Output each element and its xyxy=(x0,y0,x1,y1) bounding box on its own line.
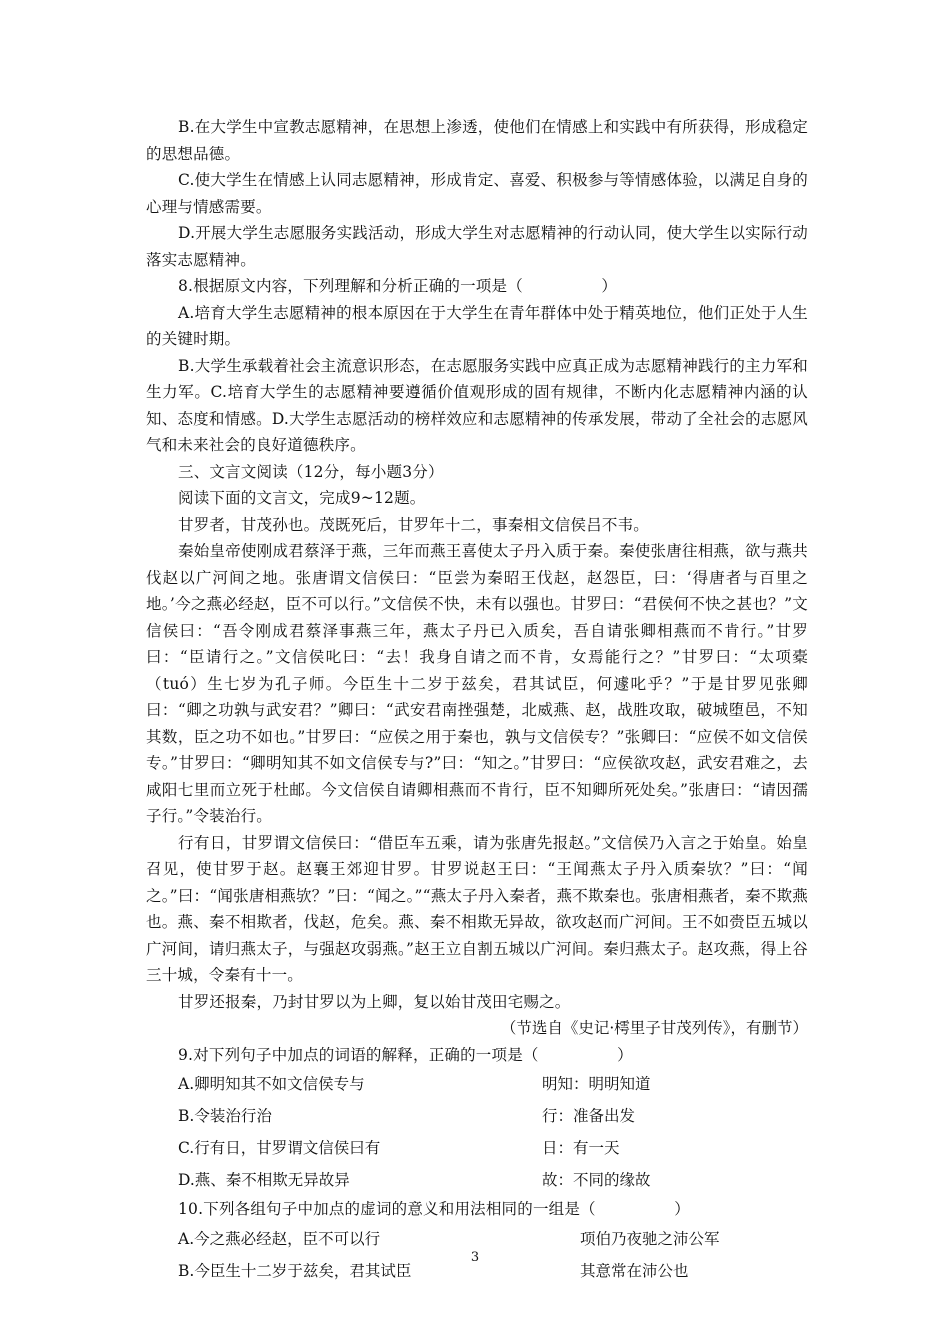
document-body xyxy=(146,114,808,1287)
q9-option-gloss: 故：不同的缘故 xyxy=(542,1171,651,1189)
q9-option-gloss: 日：有一天 xyxy=(542,1139,620,1157)
option-c-text: C.使大学生在情感上认同志愿精神，形成肯定、喜爱、积极参与等情感体验，以满足自身的心理与情感需要。 xyxy=(146,171,808,216)
classical-paragraph-4: 甘罗还报秦，乃封甘罗以为上卿，复以始甘茂田宅赐之。 xyxy=(178,992,571,1011)
q9-option-text: A.卿明知其不如文信侯专与 xyxy=(178,1075,365,1093)
q9-option-row xyxy=(146,1132,808,1164)
section-3-heading: 三、文言文阅读（12分，每小题3分） xyxy=(178,462,444,481)
question-10: 10.下列各组句子中加点的虚词的意义和用法相同的一组是（ ） xyxy=(178,1200,690,1218)
q9-option-row xyxy=(146,1100,808,1132)
source-citation: （节选自《史记·樗里子甘茂列传》，有删节） xyxy=(500,1019,808,1037)
classical-paragraph-3: 行有日，甘罗谓文信侯曰：“借臣车五乘，请为张唐先报赵。”文信侯乃入言之于始皇。始皇召见，使甘罗于赵。赵襄王郊迎甘罗。甘罗说赵王曰：“王闻燕太子丹入质秦欤？”曰：“闻之。”曰：“闻张唐相燕欤？”曰：“闻之。”“燕太子丹入秦者，燕不欺秦也。张唐相燕者，秦不欺燕也。燕、秦不相欺者，伐赵，危矣。燕、秦不相欺无异故，欲攻赵而广河间。王不如赍臣五城以广河间，请归燕太子，与强赵攻弱燕。”赵王立自割五城以广河间。秦归燕太子。赵攻燕，得上谷三十城，令秦有十一。 xyxy=(146,833,808,984)
question-8-options-bcd: B.大学生承载着社会主流意识形态，在志愿服务实践中应真正成为志愿精神践行的主力军和生力军。C.培育大学生的志愿精神要遵循价值观形成的固有规律，不断内化志愿精神内涵的认知、态度和情感。D.大学生志愿活动的榜样效应和志愿精神的传承发展，带动了全社会的志愿风气和未来社会的良好道德秩序。 xyxy=(146,356,808,454)
q9-option-gloss: 行：准备出发 xyxy=(542,1107,636,1125)
page-number: 3 xyxy=(470,1250,480,1265)
q9-option-gloss: 明知：明明知道 xyxy=(542,1075,651,1093)
q9-option-text: B.令装治行治 xyxy=(178,1107,272,1125)
q10-option-compare: 其意常在沛公也 xyxy=(580,1261,689,1280)
classical-paragraph-1: 甘罗者，甘茂孙也。茂既死后，甘罗年十二，事秦相文信侯吕不韦。 xyxy=(178,515,650,534)
q10-option-text: A.今之燕必经赵，臣不可以行 xyxy=(178,1229,381,1248)
classical-paragraph-2: 秦始皇帝使刚成君蔡泽于燕，三年而燕王喜使太子丹入质于秦。秦使张唐往相燕，欲与燕共伐赵以广河间之地。张唐谓文信侯曰：“臣尝为秦昭王伐赵，赵怨臣，曰：‘得唐者与百里之地。’今之燕必经赵，臣不可以行。”文信侯不快，未有以强也。甘罗曰：“君侯何不快之甚也？”文信侯曰：“吾令刚成君蔡泽事燕三年，燕太子丹已入质矣，吾自请张卿相燕而不肯行。”甘罗曰：“臣请行之。”文信侯叱曰：“去！我身自请之而不肯，女焉能行之？”甘罗曰：“太项橐（tuó）生七岁为孔子师。今臣生十二岁于兹矣，君其试臣，何遽叱乎？”于是甘罗见张卿曰：“卿之功孰与武安君？”卿曰：“武安君南挫强楚，北威燕、赵，战胜攻取，破城堕邑，不知其数，臣之功不如也。”甘罗曰：“应侯之用于秦也，孰与文信侯专？”张卿曰：“应侯不如文信侯专。”甘罗曰：“卿明知其不如文信侯专与?”曰：“知之。”甘罗曰：“应侯欲攻赵，武安君难之，去咸阳七里而立死于杜邮。今文信侯自请卿相燕而不肯行，臣不知卿所死处矣。”张唐曰：“请因孺子行。”令装治行。 xyxy=(146,542,808,825)
option-b-text: B.在大学生中宣教志愿精神，在思想上渗透，使他们在情感上和实践中有所获得，形成稳定的思想品德。 xyxy=(146,118,808,163)
q9-option-row xyxy=(146,1068,808,1100)
question-9-options xyxy=(146,1068,808,1196)
q9-option-text: D.燕、秦不相欺无异故异 xyxy=(178,1171,350,1189)
reading-instruction: 阅读下面的文言文，完成9~12题。 xyxy=(178,489,426,507)
q9-option-text: C.行有日，甘罗谓文信侯曰有 xyxy=(178,1139,381,1157)
question-8: 8.根据原文内容，下列理解和分析正确的一项是（ ） xyxy=(178,277,618,295)
option-d-text: D.开展大学生志愿服务实践活动，形成大学生对志愿精神的行动认同，使大学生以实际行动落实志愿精神。 xyxy=(146,224,808,269)
q10-option-compare: 项伯乃夜驰之沛公军 xyxy=(580,1229,720,1248)
q9-option-row xyxy=(146,1164,808,1196)
question-9: 9.对下列句子中加点的词语的解释，正确的一项是（ ） xyxy=(178,1045,633,1064)
q10-option-text: B.今臣生十二岁于兹矣，君其试臣 xyxy=(178,1261,412,1280)
question-8-option-a: A.培育大学生志愿精神的根本原因在于大学生在青年群体中处于精英地位，他们正处于人生的关键时期。 xyxy=(146,303,808,348)
